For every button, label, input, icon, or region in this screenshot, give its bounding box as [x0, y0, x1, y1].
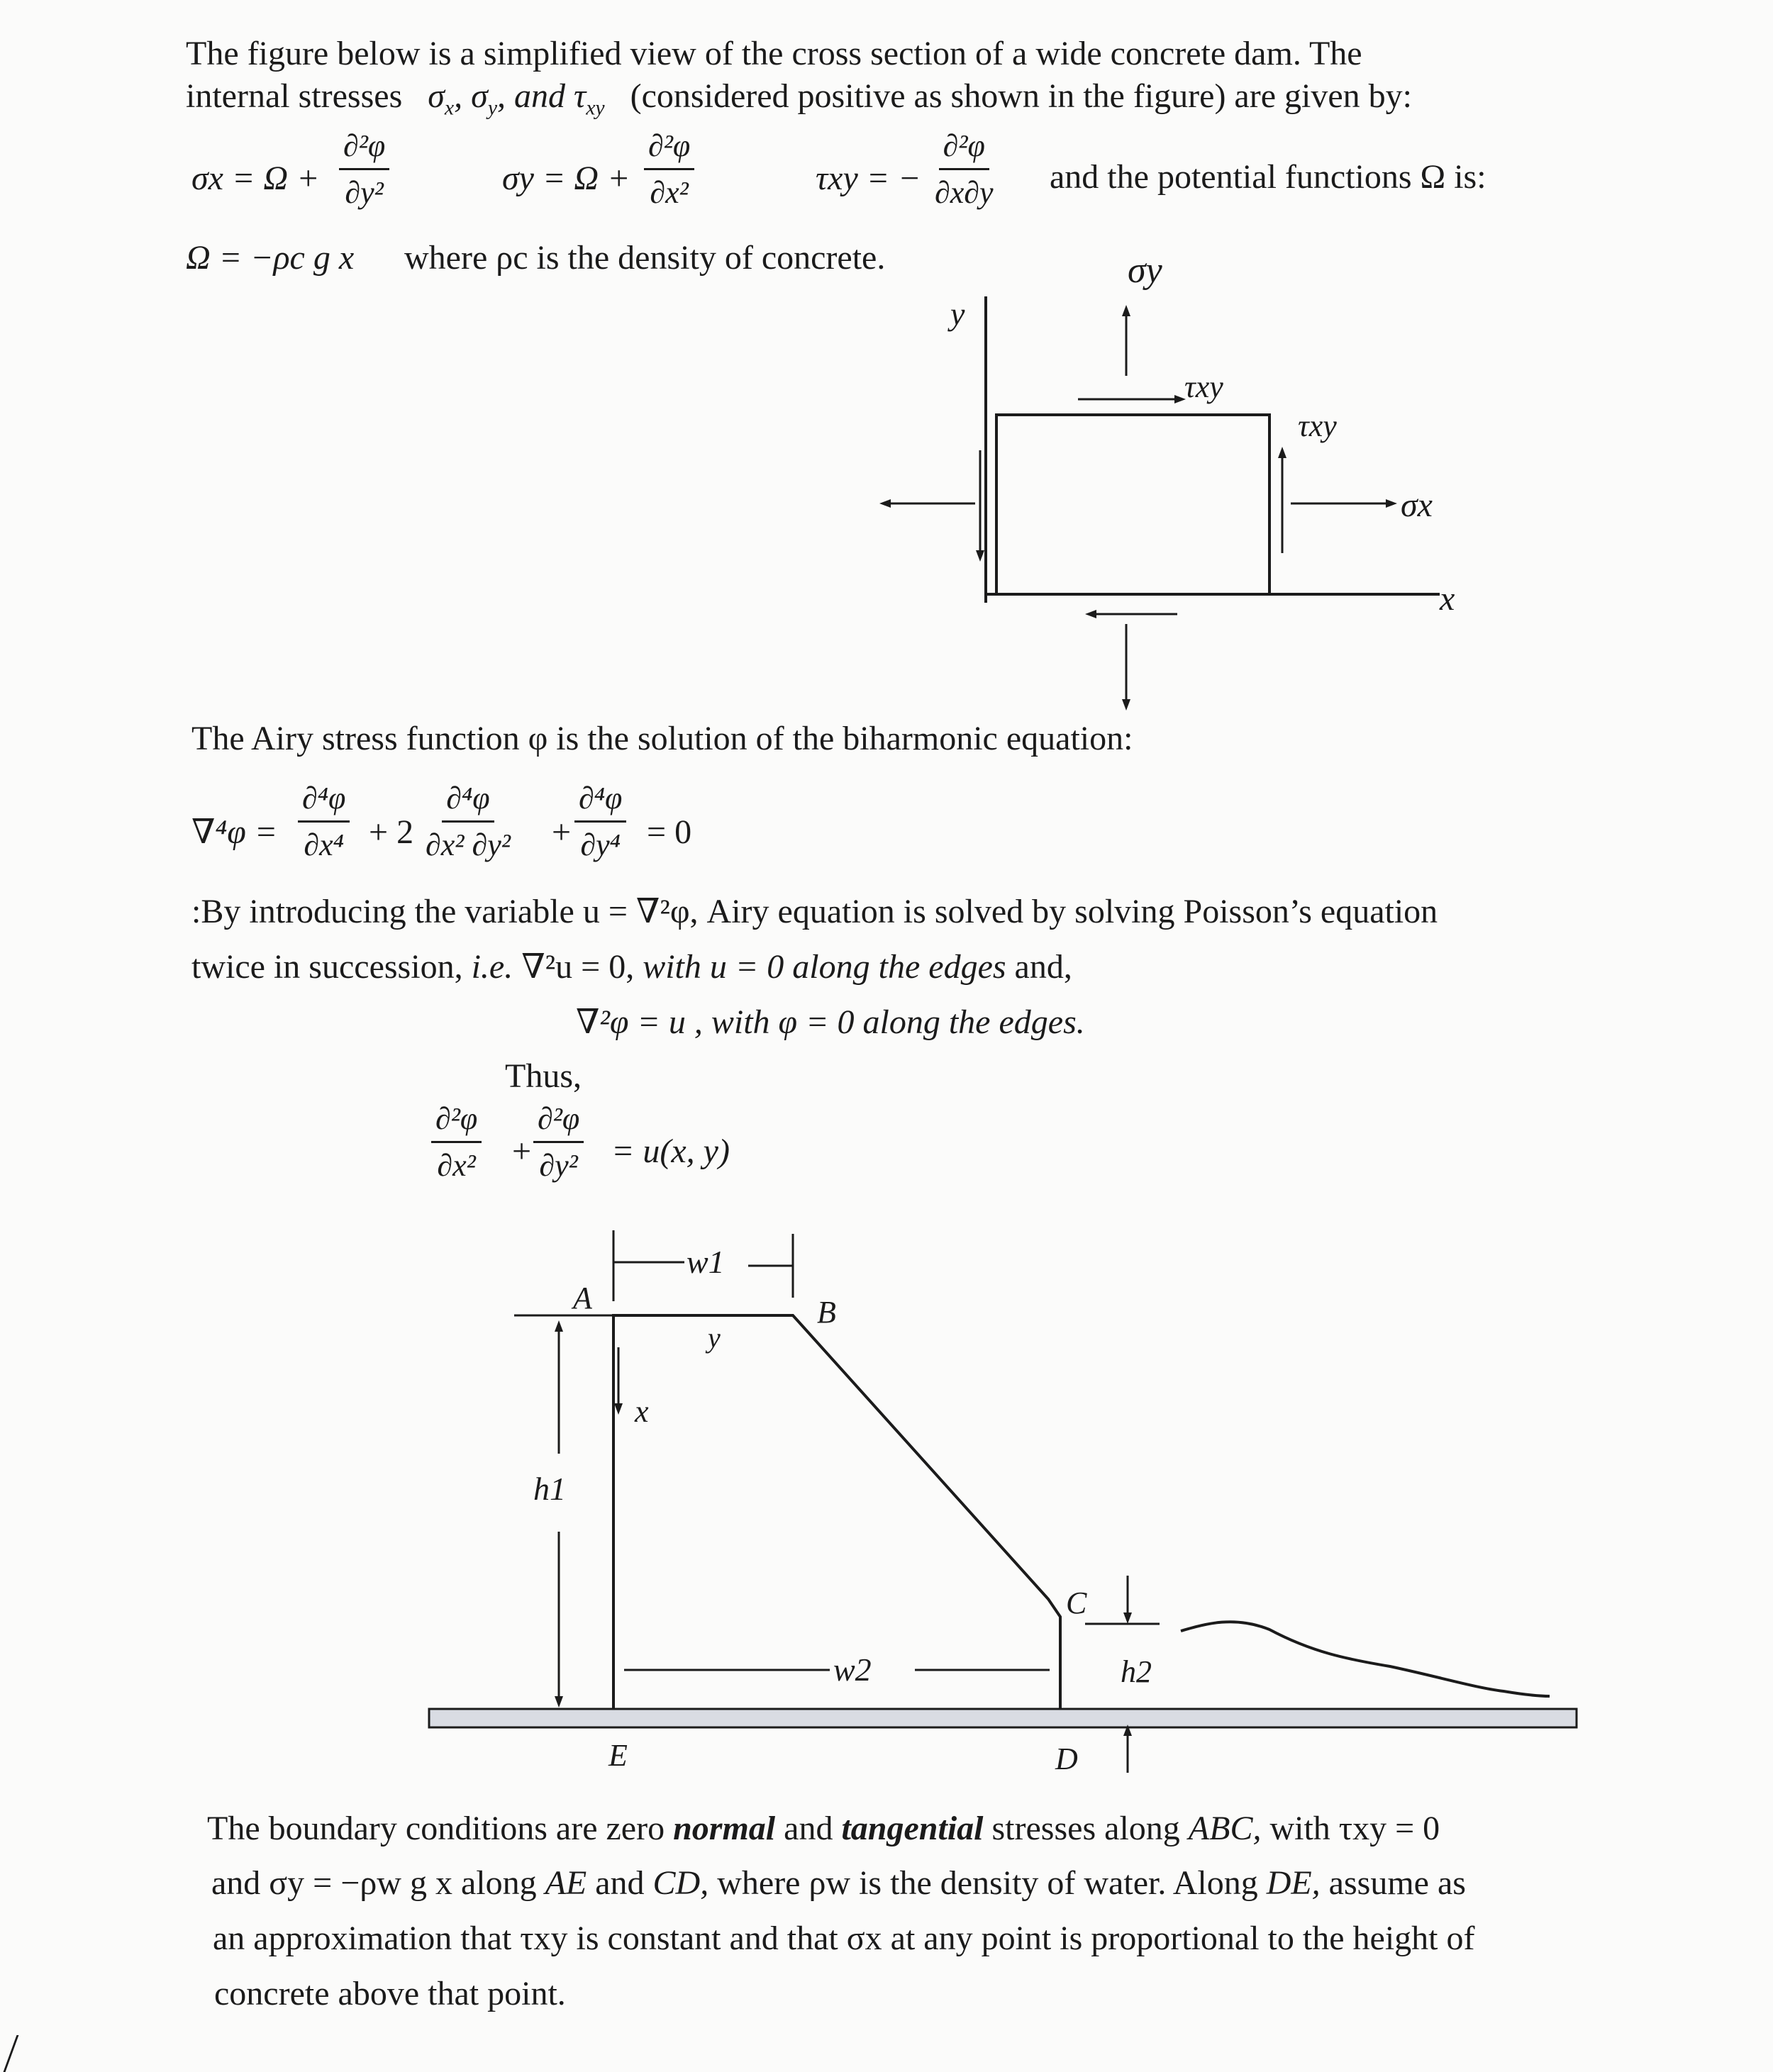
intro-line-2-end: (considered positive as shown in the figure) are given by: [630, 77, 1412, 115]
bc-l1-b: stresses along [991, 1810, 1180, 1847]
intro-line-1: The figure below is a simplified view of the cross section of a wide concrete dam. The [186, 35, 1362, 72]
twice-e: and, [1014, 948, 1072, 986]
frac-num: ∂²φ [533, 1101, 584, 1143]
twice-b: i.e. [471, 948, 513, 986]
boundary-line-4: concrete above that point. [214, 1975, 566, 2012]
dam-label-A: A [573, 1281, 592, 1315]
frac-num: ∂⁴φ [574, 780, 626, 823]
element-label-tau-top: τxy [1184, 369, 1223, 404]
dam-label-B: B [817, 1295, 836, 1330]
frac-num: ∂²φ [339, 128, 389, 170]
element-label-tau-right: τxy [1298, 408, 1337, 443]
bc-l1-normal: normal [673, 1810, 776, 1847]
bc-l1-abc: ABC, [1188, 1810, 1262, 1847]
plus-sign-2: + [512, 1132, 532, 1170]
bc-l2-c: where ρw is the density of water. Along [717, 1864, 1258, 1902]
frac-num: ∂²φ [431, 1101, 482, 1143]
bc-l2-b: and [595, 1864, 645, 1902]
frac-num: ∂⁴φ [298, 780, 350, 823]
ground-slab [429, 1709, 1577, 1727]
frac-num: ∂²φ [939, 128, 989, 170]
biharmonic-lhs: ∇⁴φ = [191, 813, 278, 851]
frac-den: ∂y² [345, 175, 384, 210]
intro-and: and [514, 77, 566, 115]
frac-num: ∂⁴φ [442, 780, 494, 823]
omega-equation: Ω = −ρc g x [186, 239, 355, 277]
bc-l1-and: and [784, 1810, 833, 1847]
airy-by-line: :By introducing the variable u = ∇²φ, Airy equation is solved by solving Poisson’s equation [191, 893, 1438, 930]
bc-l2-de: DE, [1266, 1864, 1321, 1902]
frac-den: ∂x² [650, 175, 689, 210]
bc-l1-c: with τxy = 0 [1269, 1810, 1440, 1847]
intro-line-2-text: internal stresses [186, 77, 403, 115]
arrowhead [614, 1403, 623, 1415]
twice-d: with u = 0 along the edges [643, 948, 1006, 986]
boundary-line-3: an approximation that τxy is constant and that σx at any point is proportional to the height of [213, 1920, 1475, 1957]
dam-label-w2: w2 [833, 1652, 872, 1688]
frac-den: ∂x² ∂y² [426, 828, 511, 862]
twice-a: twice in succession, [191, 948, 463, 986]
dam-label-h2: h2 [1121, 1654, 1152, 1689]
bc-l1-tangential: tangential [841, 1810, 984, 1847]
boundary-line-1 [207, 1812, 1440, 1846]
frac-num: ∂²φ [644, 128, 694, 170]
plus-two: + 2 [369, 813, 414, 851]
intro-line-2: internal stresses $\sigma_x$, $\sigma_y$, and $\tau_{xy}$ (considered positive as shown in the figure) are given by: [186, 77, 1412, 120]
frac-den: ∂x² [437, 1148, 476, 1183]
element-label-sigma-y: σy [1128, 250, 1162, 291]
dam-label-y: y [708, 1322, 721, 1354]
tau-xy-lhs: τxy = − [816, 160, 921, 197]
tailwater-surface [1181, 1622, 1550, 1696]
sigma-x-lhs: σx = Ω + [191, 160, 320, 197]
airy-intro: The Airy stress function φ is the solution of the biharmonic equation: [191, 720, 1133, 757]
arrowhead [555, 1696, 563, 1708]
dam-outline [613, 1315, 1060, 1709]
element-label-x: x [1440, 580, 1455, 618]
bc-l2-cd: CD, [652, 1864, 709, 1902]
dam-label-D: D [1055, 1742, 1078, 1776]
dam-label-C: C [1066, 1586, 1087, 1620]
frac-den: ∂y² [539, 1148, 578, 1183]
frac-den: ∂y⁴ [580, 828, 621, 862]
rhs-u: = u(x, y) [611, 1132, 730, 1170]
element-label-sigma-x: σx [1401, 486, 1433, 524]
frac-den: ∂x∂y [935, 175, 994, 210]
twice-c: ∇²u = 0, [521, 948, 635, 986]
dam-label-w1: w1 [687, 1244, 725, 1280]
frac-den: ∂x⁴ [304, 828, 344, 862]
arrowhead [555, 1320, 563, 1332]
equals-zero: = 0 [647, 813, 692, 851]
omega-where: where ρc is the density of concrete. [404, 239, 886, 277]
arrowhead [1123, 1613, 1132, 1624]
bc-l2-a: and σy = −ρw g x along [211, 1864, 537, 1902]
second-poisson-eq: ∇²φ = u , with φ = 0 along the edges. [576, 1003, 1085, 1041]
bc-l2-ae: AE [545, 1864, 587, 1902]
plus-sign: + [552, 813, 572, 851]
thus-label: Thus, [505, 1057, 582, 1095]
bc-l1-a: The boundary conditions are zero [207, 1810, 665, 1847]
boundary-line-2 [211, 1866, 1466, 1900]
potential-text: and the potential functions Ω is: [1050, 158, 1486, 196]
bc-l2-d: assume as [1328, 1864, 1466, 1902]
sigma-y-lhs: σy = Ω + [502, 160, 630, 197]
element-label-y: y [950, 296, 965, 332]
dam-label-h1: h1 [533, 1471, 566, 1507]
dam-label-x: x [635, 1394, 649, 1429]
dam-label-E: E [608, 1738, 628, 1773]
